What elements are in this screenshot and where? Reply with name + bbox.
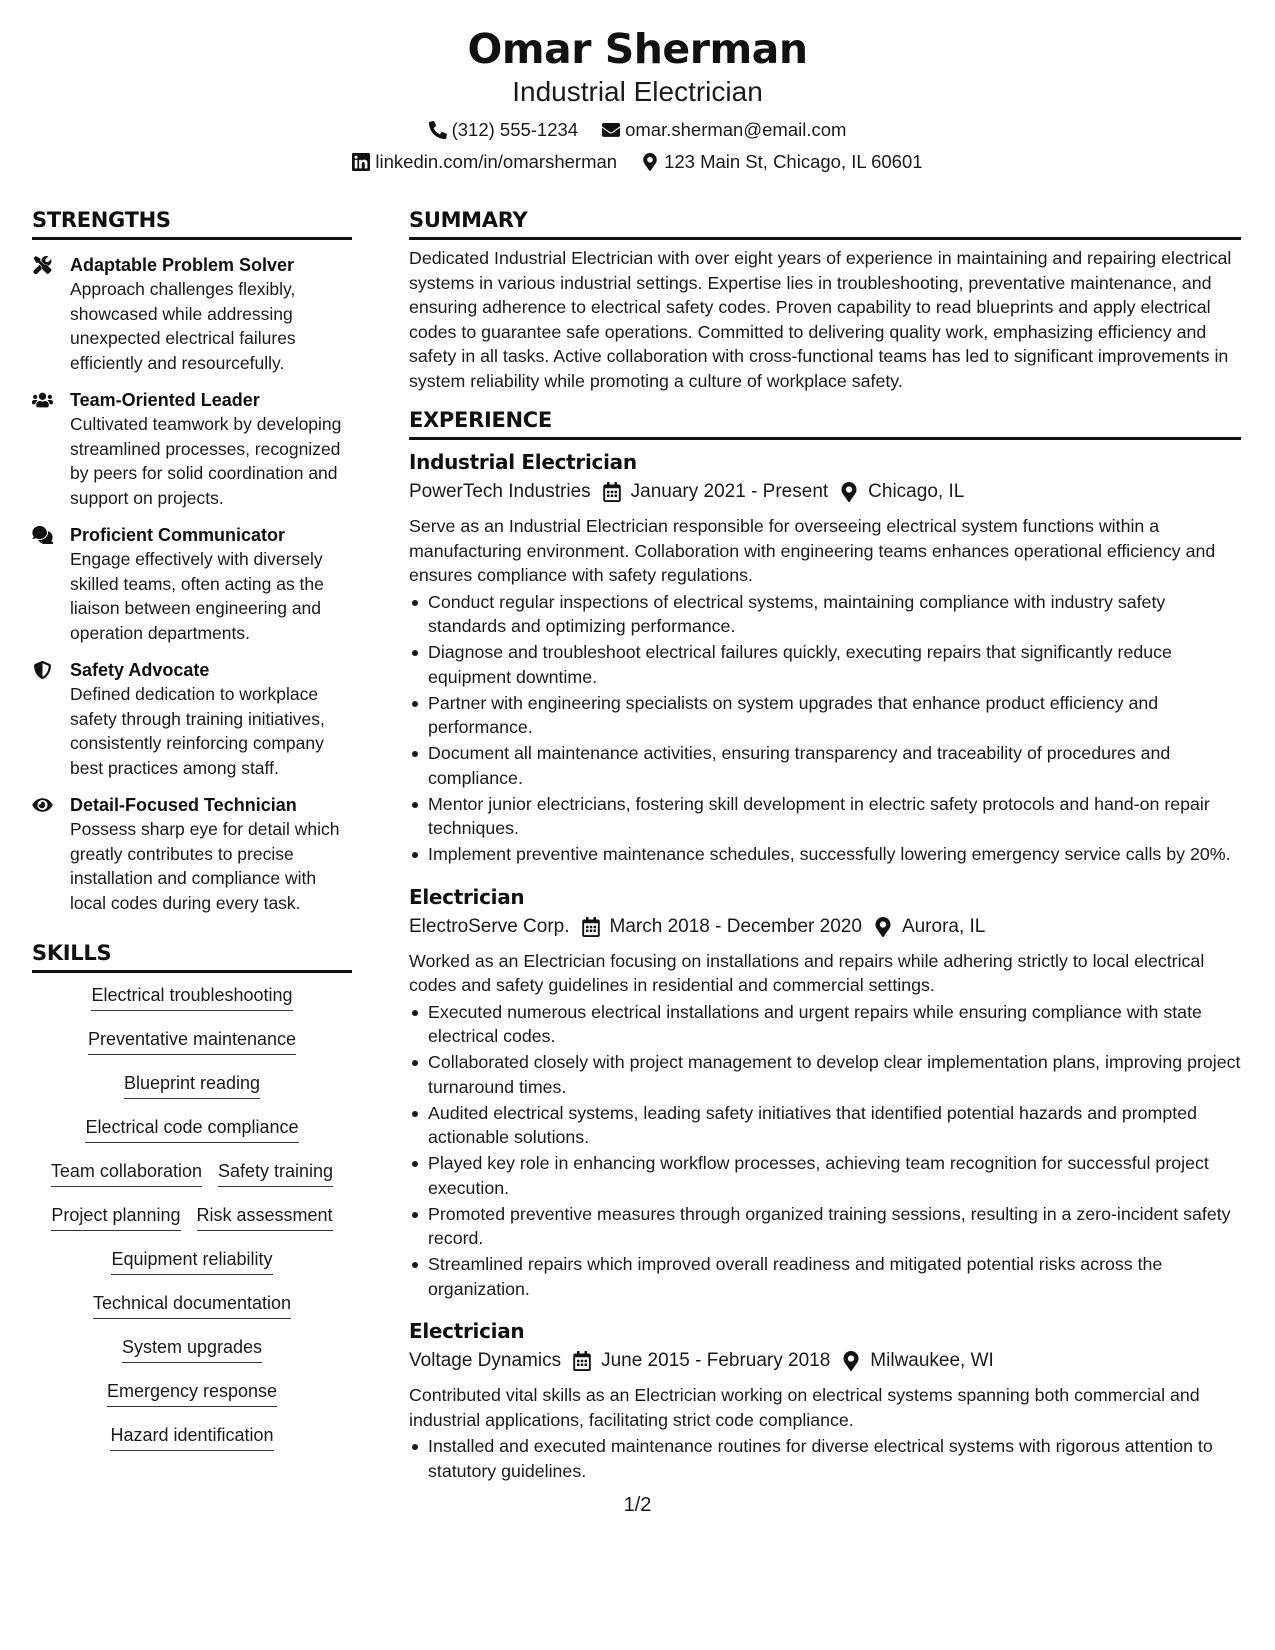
job-dates: June 2015 - February 2018 (601, 1350, 831, 1371)
skill-tag: Hazard identification (110, 1423, 273, 1451)
strength-item (32, 253, 352, 375)
page-number: 1/2 (623, 1494, 652, 1516)
linkedin-icon (352, 153, 370, 171)
strengths-heading: STRENGTHS (32, 207, 352, 240)
skill-tag: Safety training (218, 1159, 333, 1187)
job-meta (409, 1348, 1241, 1374)
job-list (409, 448, 1241, 1483)
job-description: Contributed vital skills as an Electrician working on electrical systems spanning both commercial and industrial applications, facilitating strict code compliance. (409, 1385, 1200, 1430)
email-text: omar.sherman@email.com (625, 119, 847, 140)
job-meta (409, 479, 1241, 505)
shield-icon (32, 661, 53, 679)
tools-icon (32, 256, 53, 274)
summary-text: Dedicated Industrial Electrician with over eight years of experience in maintaining and repairing electrical systems in various industrial settings. Expertise lies in troubleshooting, preventative maintenance, and ensuring adherence to electrical safety codes. Proven capability to read blueprints and apply electrical codes to guarantee safe operations. Committed to delivering quality work, emphasizing efficiency and safety in all tasks. Active collaboration with cross-functional teams has led to significant improvements in system reliability while promoting a culture of workplace safety. (409, 248, 1232, 391)
experience-section (409, 407, 1241, 1483)
candidate-name: Omar Sherman (467, 25, 808, 73)
job-bullet: Diagnose and troubleshoot electrical failures quickly, executing repairs that significantly reduce equipment downtime. (409, 640, 1241, 689)
job-meta (409, 914, 1241, 940)
strength-desc: Cultivated teamwork by developing streamlined processes, recognized by peers for solid coordination and support on projects. (70, 414, 342, 508)
skill-tag: Electrical troubleshooting (91, 983, 292, 1011)
phone-contact (429, 118, 579, 142)
job-bullets (409, 1434, 1241, 1483)
job-location: Milwaukee, WI (870, 1350, 994, 1371)
job-title: Electrician (409, 1319, 525, 1343)
job-description: Serve as an Industrial Electrician responsible for overseeing electrical system functions within a manufacturing environment. Collaboration with engineering teams enhances operational efficiency and ensures compliance with safety regulations. (409, 516, 1216, 585)
job-bullet: Implement preventive maintenance schedules, successfully lowering emergency service calls by 20%. (409, 842, 1241, 867)
comments-icon (32, 526, 53, 544)
eye-icon (32, 796, 53, 814)
envelope-icon (602, 121, 620, 139)
job-title: Electrician (409, 884, 525, 909)
skill-tag: Technical documentation (93, 1291, 291, 1319)
job-bullet: Document all maintenance activities, ensuring transparency and traceability of procedures and compliance. (409, 741, 1241, 790)
phone-icon (429, 121, 447, 139)
job-bullet: Played key role in enhancing workflow processes, achieving team recognition for successful project execution. (409, 1151, 1241, 1200)
job-bullet: Streamlined repairs which improved overall readiness and mitigated potential risks across the organization. (409, 1252, 1241, 1301)
strength-desc: Approach challenges flexibly, showcased while addressing unexpected electrical failures efficiently and resourcefully. (70, 279, 296, 373)
calendar-icon (603, 482, 621, 502)
skill-tag: Equipment reliability (111, 1247, 272, 1275)
strength-title: Team-Oriented Leader (70, 390, 260, 410)
skill-tag: Preventative maintenance (88, 1027, 296, 1055)
calendar-icon (582, 917, 600, 937)
resume-header (0, 22, 1275, 174)
linkedin-text: linkedin.com/in/omarsherman (375, 151, 618, 172)
skill-tag: Risk assessment (197, 1203, 333, 1231)
skill-tag: Blueprint reading (124, 1071, 260, 1099)
contact-row-2 (0, 150, 1275, 174)
candidate-role: Industrial Electrician (512, 76, 763, 107)
strength-title: Proficient Communicator (70, 525, 286, 545)
summary-heading: SUMMARY (409, 207, 1241, 240)
strength-item (32, 523, 352, 645)
job-company: Voltage Dynamics (409, 1350, 562, 1371)
job-description: Worked as an Electrician focusing on installations and repairs while adhering strictly to local electrical codes and safety guidelines in residential and commercial settings. (409, 950, 1205, 995)
job-bullet: Promoted preventive measures through organized training sessions, resulting in a zero-incident safety record. (409, 1202, 1241, 1251)
strength-item (32, 658, 352, 780)
job-company: PowerTech Industries (409, 481, 591, 502)
strength-desc: Possess sharp eye for detail which greatly contributes to precise installation and compliance with local codes during every task. (70, 819, 340, 913)
job-bullet: Partner with engineering specialists on system upgrades that enhance product efficiency and performance. (409, 691, 1241, 740)
address-text: 123 Main St, Chicago, IL 60601 (664, 151, 923, 172)
experience-heading: EXPERIENCE (409, 407, 1241, 440)
strength-title: Safety Advocate (70, 660, 210, 680)
strength-desc: Engage effectively with diversely skilled teams, often acting as the liaison between engineering and operation departments. (70, 549, 324, 643)
job-location: Chicago, IL (868, 481, 965, 502)
job-bullet: Conduct regular inspections of electrical systems, maintaining compliance with industry safety standards and optimizing performance. (409, 590, 1241, 639)
job-dates: March 2018 - December 2020 (609, 915, 862, 937)
map-marker-icon (641, 153, 659, 171)
job-company: ElectroServe Corp. (409, 915, 570, 937)
left-column (32, 207, 352, 1467)
phone-text: (312) 555-1234 (451, 119, 579, 140)
strength-item (32, 793, 352, 915)
address-contact (641, 150, 923, 174)
job-bullet: Installed and executed maintenance routines for diverse electrical systems with rigorous attention to statutory guidelines. (409, 1434, 1241, 1483)
job-bullets (409, 590, 1241, 867)
contact-row-1 (0, 118, 1275, 142)
skills-heading: SKILLS (32, 940, 352, 973)
map-marker-icon (874, 917, 892, 937)
users-icon (32, 391, 53, 409)
job-bullet: Mentor junior electricians, fostering skill development in electric safety protocols and hand-on repair techniques. (409, 792, 1241, 841)
skill-tag: Team collaboration (51, 1159, 202, 1187)
skill-tag: Electrical code compliance (85, 1115, 298, 1143)
job-bullet: Executed numerous electrical installations and urgent repairs while ensuring compliance with state electrical codes. (409, 1000, 1241, 1049)
job-bullet: Collaborated closely with project management to develop clear implementation plans, improving project turnaround times. (409, 1050, 1241, 1099)
skill-tag: Emergency response (107, 1379, 277, 1407)
job-entry (409, 448, 1241, 867)
skill-tag: System upgrades (122, 1335, 262, 1363)
job-bullets (409, 1000, 1241, 1302)
right-column (409, 207, 1241, 1485)
skill-tag: Project planning (51, 1203, 180, 1231)
email-contact[interactable] (602, 118, 846, 142)
strength-desc: Defined dedication to workplace safety through training initiatives, consistently reinforcing company best practices among staff. (70, 684, 325, 778)
map-marker-icon (842, 1351, 860, 1371)
job-title: Industrial Electrician (409, 450, 637, 474)
skills-list (32, 983, 352, 1467)
linkedin-contact[interactable] (352, 150, 617, 174)
calendar-icon (573, 1351, 591, 1371)
job-location: Aurora, IL (901, 915, 986, 937)
skills-section (32, 940, 352, 1467)
job-dates: January 2021 - Present (630, 481, 829, 502)
strength-item (32, 388, 352, 510)
strength-title: Detail-Focused Technician (70, 795, 297, 815)
job-bullet: Audited electrical systems, leading safety initiatives that identified potential hazards and prompted actionable solutions. (409, 1101, 1241, 1150)
map-marker-icon (840, 482, 858, 502)
job-entry (409, 883, 1241, 1302)
job-entry (409, 1317, 1241, 1483)
strength-title: Adaptable Problem Solver (70, 255, 295, 275)
